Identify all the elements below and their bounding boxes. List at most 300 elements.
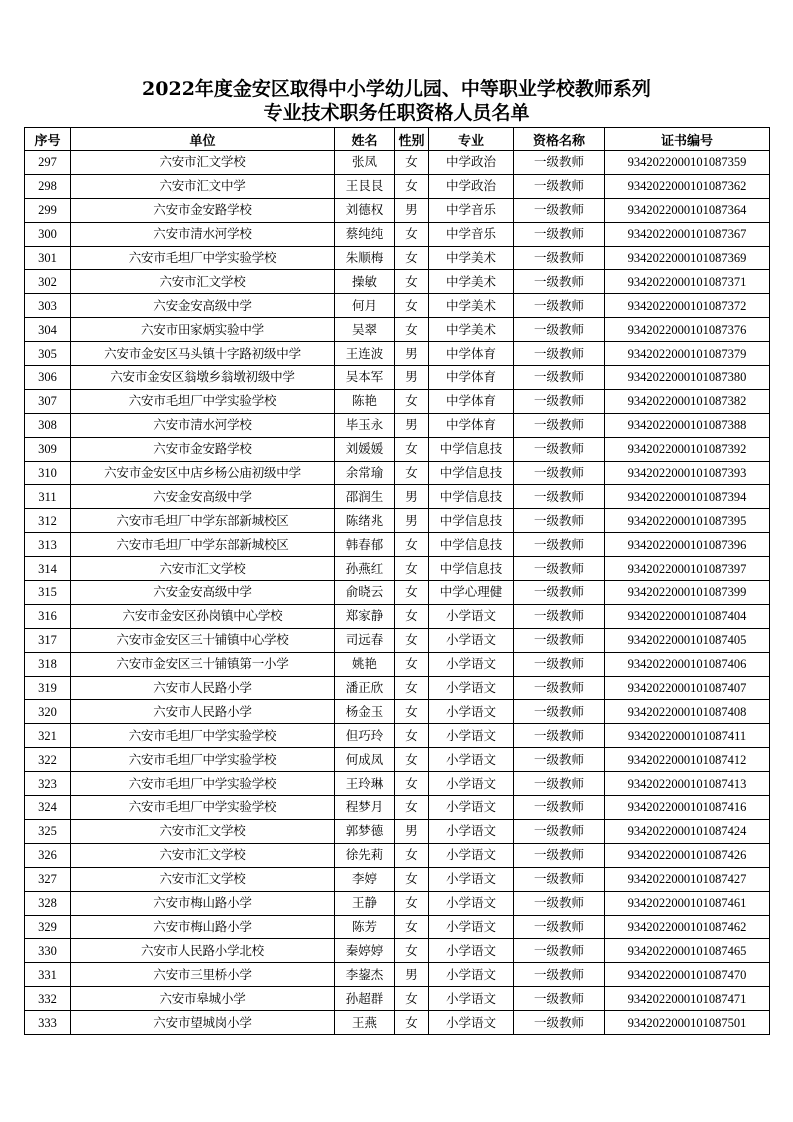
cell-no: 304 [25, 318, 71, 342]
cell-qualification: 一级教师 [514, 198, 605, 222]
cell-unit: 六安市人民路小学 [71, 700, 335, 724]
cell-gender: 女 [395, 389, 429, 413]
cell-certificate: 9342022000101087426 [605, 843, 770, 867]
cell-certificate: 9342022000101087362 [605, 174, 770, 198]
cell-no: 310 [25, 461, 71, 485]
cell-gender: 女 [395, 222, 429, 246]
table-row [25, 1011, 770, 1035]
cell-no: 317 [25, 628, 71, 652]
cell-major: 中学体育 [429, 413, 514, 437]
cell-certificate: 9342022000101087380 [605, 366, 770, 390]
cell-qualification: 一级教师 [514, 557, 605, 581]
cell-gender: 女 [395, 628, 429, 652]
cell-qualification: 一级教师 [514, 963, 605, 987]
cell-major: 中学美术 [429, 270, 514, 294]
cell-qualification: 一级教师 [514, 796, 605, 820]
cell-no: 314 [25, 557, 71, 581]
cell-unit: 六安市汇文中学 [71, 174, 335, 198]
cell-unit: 六安市汇文学校 [71, 843, 335, 867]
cell-unit: 六安金安高级中学 [71, 294, 335, 318]
cell-no: 315 [25, 581, 71, 605]
cell-gender: 女 [395, 270, 429, 294]
cell-certificate: 9342022000101087413 [605, 772, 770, 796]
table-row [25, 724, 770, 748]
table-row [25, 461, 770, 485]
cell-gender: 男 [395, 342, 429, 366]
cell-certificate: 9342022000101087369 [605, 246, 770, 270]
cell-gender: 女 [395, 246, 429, 270]
cell-qualification: 一级教师 [514, 270, 605, 294]
cell-gender: 男 [395, 366, 429, 390]
cell-gender: 女 [395, 700, 429, 724]
table-header-row [25, 128, 770, 151]
cell-no: 322 [25, 748, 71, 772]
table-body [25, 151, 770, 1035]
table-row [25, 366, 770, 390]
cell-qualification: 一级教师 [514, 652, 605, 676]
cell-unit: 六安金安高级中学 [71, 581, 335, 605]
cell-major: 小学语文 [429, 963, 514, 987]
cell-certificate: 9342022000101087396 [605, 533, 770, 557]
cell-unit: 六安金安高级中学 [71, 485, 335, 509]
table-row [25, 963, 770, 987]
cell-certificate: 9342022000101087359 [605, 151, 770, 175]
cell-unit: 六安市毛坦厂中学实验学校 [71, 724, 335, 748]
cell-gender: 女 [395, 652, 429, 676]
cell-no: 302 [25, 270, 71, 294]
cell-name: 吴本军 [335, 366, 395, 390]
cell-major: 小学语文 [429, 628, 514, 652]
cell-qualification: 一级教师 [514, 509, 605, 533]
cell-certificate: 9342022000101087379 [605, 342, 770, 366]
cell-no: 301 [25, 246, 71, 270]
cell-name: 刘德权 [335, 198, 395, 222]
cell-gender: 女 [395, 724, 429, 748]
cell-certificate: 9342022000101087462 [605, 915, 770, 939]
cell-certificate: 9342022000101087405 [605, 628, 770, 652]
cell-major: 中学信息技 [429, 509, 514, 533]
cell-name: 韩春郁 [335, 533, 395, 557]
cell-major: 小学语文 [429, 772, 514, 796]
cell-name: 郭梦德 [335, 819, 395, 843]
cell-name: 秦婷婷 [335, 939, 395, 963]
cell-qualification: 一级教师 [514, 222, 605, 246]
table-row [25, 413, 770, 437]
cell-certificate: 9342022000101087411 [605, 724, 770, 748]
cell-certificate: 9342022000101087376 [605, 318, 770, 342]
cell-certificate: 9342022000101087392 [605, 437, 770, 461]
cell-gender: 女 [395, 533, 429, 557]
cell-major: 小学语文 [429, 867, 514, 891]
cell-name: 张凤 [335, 151, 395, 175]
cell-name: 邵润生 [335, 485, 395, 509]
table-row [25, 604, 770, 628]
cell-qualification: 一级教师 [514, 676, 605, 700]
cell-unit: 六安市汇文学校 [71, 151, 335, 175]
cell-name: 但巧玲 [335, 724, 395, 748]
table-row [25, 174, 770, 198]
cell-qualification: 一级教师 [514, 413, 605, 437]
cell-qualification: 一级教师 [514, 294, 605, 318]
cell-qualification: 一级教师 [514, 915, 605, 939]
cell-major: 小学语文 [429, 604, 514, 628]
cell-name: 李鋆杰 [335, 963, 395, 987]
cell-qualification: 一级教师 [514, 819, 605, 843]
table-row [25, 772, 770, 796]
cell-qualification: 一级教师 [514, 843, 605, 867]
cell-certificate: 9342022000101087407 [605, 676, 770, 700]
cell-unit: 六安市汇文学校 [71, 557, 335, 581]
cell-no: 332 [25, 987, 71, 1011]
cell-gender: 女 [395, 915, 429, 939]
cell-no: 328 [25, 891, 71, 915]
cell-qualification: 一级教师 [514, 987, 605, 1011]
cell-certificate: 9342022000101087372 [605, 294, 770, 318]
cell-no: 305 [25, 342, 71, 366]
cell-unit: 六安市毛坦厂中学实验学校 [71, 246, 335, 270]
cell-gender: 女 [395, 796, 429, 820]
cell-name: 姚艳 [335, 652, 395, 676]
cell-qualification: 一级教师 [514, 628, 605, 652]
cell-unit: 六安市金安区翁墩乡翁墩初级中学 [71, 366, 335, 390]
cell-no: 300 [25, 222, 71, 246]
cell-name: 孙燕红 [335, 557, 395, 581]
cell-unit: 六安市金安路学校 [71, 198, 335, 222]
cell-no: 326 [25, 843, 71, 867]
table-row [25, 318, 770, 342]
cell-no: 297 [25, 151, 71, 175]
cell-unit: 六安市汇文学校 [71, 867, 335, 891]
cell-no: 329 [25, 915, 71, 939]
cell-gender: 女 [395, 151, 429, 175]
cell-gender: 男 [395, 509, 429, 533]
cell-gender: 女 [395, 174, 429, 198]
cell-major: 小学语文 [429, 652, 514, 676]
cell-major: 小学语文 [429, 915, 514, 939]
cell-major: 中学体育 [429, 389, 514, 413]
cell-major: 中学音乐 [429, 198, 514, 222]
cell-name: 陈绪兆 [335, 509, 395, 533]
cell-name: 孙超群 [335, 987, 395, 1011]
cell-no: 324 [25, 796, 71, 820]
cell-unit: 六安市梅山路小学 [71, 915, 335, 939]
cell-unit: 六安市汇文学校 [71, 819, 335, 843]
table-row [25, 581, 770, 605]
cell-qualification: 一级教师 [514, 318, 605, 342]
cell-qualification: 一级教师 [514, 485, 605, 509]
cell-major: 小学语文 [429, 1011, 514, 1035]
cell-unit: 六安市汇文学校 [71, 270, 335, 294]
cell-unit: 六安市毛坦厂中学东部新城校区 [71, 533, 335, 557]
cell-certificate: 9342022000101087501 [605, 1011, 770, 1035]
cell-major: 小学语文 [429, 748, 514, 772]
cell-major: 小学语文 [429, 676, 514, 700]
cell-certificate: 9342022000101087364 [605, 198, 770, 222]
cell-no: 298 [25, 174, 71, 198]
cell-gender: 女 [395, 891, 429, 915]
cell-qualification: 一级教师 [514, 891, 605, 915]
cell-qualification: 一级教师 [514, 461, 605, 485]
cell-no: 318 [25, 652, 71, 676]
cell-gender: 女 [395, 772, 429, 796]
cell-major: 中学信息技 [429, 557, 514, 581]
cell-certificate: 9342022000101087427 [605, 867, 770, 891]
cell-qualification: 一级教师 [514, 437, 605, 461]
table-row [25, 437, 770, 461]
cell-certificate: 9342022000101087404 [605, 604, 770, 628]
cell-qualification: 一级教师 [514, 724, 605, 748]
cell-major: 小学语文 [429, 796, 514, 820]
cell-major: 中学音乐 [429, 222, 514, 246]
cell-unit: 六安市金安区三十铺镇第一小学 [71, 652, 335, 676]
cell-unit: 六安市金安区孙岗镇中心学校 [71, 604, 335, 628]
cell-name: 徐先莉 [335, 843, 395, 867]
cell-gender: 女 [395, 581, 429, 605]
cell-certificate: 9342022000101087471 [605, 987, 770, 1011]
cell-name: 刘媛媛 [335, 437, 395, 461]
cell-gender: 女 [395, 437, 429, 461]
cell-certificate: 9342022000101087424 [605, 819, 770, 843]
cell-unit: 六安市人民路小学北校 [71, 939, 335, 963]
cell-gender: 女 [395, 1011, 429, 1035]
cell-major: 中学美术 [429, 318, 514, 342]
cell-certificate: 9342022000101087395 [605, 509, 770, 533]
cell-name: 李婷 [335, 867, 395, 891]
cell-name: 王连波 [335, 342, 395, 366]
cell-major: 中学政治 [429, 151, 514, 175]
cell-qualification: 一级教师 [514, 748, 605, 772]
table-row [25, 342, 770, 366]
cell-certificate: 9342022000101087394 [605, 485, 770, 509]
column-header-certificate: 证书编号 [605, 128, 770, 151]
cell-no: 307 [25, 389, 71, 413]
column-header-qualification: 资格名称 [514, 128, 605, 151]
cell-no: 316 [25, 604, 71, 628]
cell-no: 321 [25, 724, 71, 748]
cell-no: 331 [25, 963, 71, 987]
table-row [25, 748, 770, 772]
cell-no: 323 [25, 772, 71, 796]
cell-certificate: 9342022000101087416 [605, 796, 770, 820]
cell-name: 陈艳 [335, 389, 395, 413]
cell-no: 333 [25, 1011, 71, 1035]
cell-major: 中学信息技 [429, 461, 514, 485]
cell-qualification: 一级教师 [514, 342, 605, 366]
table-row [25, 700, 770, 724]
table-row [25, 533, 770, 557]
cell-gender: 女 [395, 294, 429, 318]
cell-name: 杨金玉 [335, 700, 395, 724]
table-row [25, 843, 770, 867]
cell-unit: 六安市田家炳实验中学 [71, 318, 335, 342]
cell-gender: 女 [395, 987, 429, 1011]
cell-name: 程梦月 [335, 796, 395, 820]
cell-gender: 男 [395, 819, 429, 843]
cell-name: 王静 [335, 891, 395, 915]
table-row [25, 270, 770, 294]
cell-major: 小学语文 [429, 724, 514, 748]
table-row [25, 891, 770, 915]
cell-gender: 男 [395, 198, 429, 222]
column-header-name: 姓名 [335, 128, 395, 151]
table-row [25, 485, 770, 509]
column-header-gender: 性别 [395, 128, 429, 151]
cell-name: 王燕 [335, 1011, 395, 1035]
column-header-major: 专业 [429, 128, 514, 151]
cell-major: 中学美术 [429, 246, 514, 270]
cell-certificate: 9342022000101087465 [605, 939, 770, 963]
table-row [25, 676, 770, 700]
table-row [25, 294, 770, 318]
cell-no: 309 [25, 437, 71, 461]
cell-major: 中学政治 [429, 174, 514, 198]
cell-certificate: 9342022000101087382 [605, 389, 770, 413]
cell-name: 蔡纯纯 [335, 222, 395, 246]
cell-name: 陈芳 [335, 915, 395, 939]
cell-no: 319 [25, 676, 71, 700]
cell-qualification: 一级教师 [514, 174, 605, 198]
cell-no: 303 [25, 294, 71, 318]
cell-no: 306 [25, 366, 71, 390]
table-row [25, 198, 770, 222]
cell-gender: 女 [395, 461, 429, 485]
cell-qualification: 一级教师 [514, 700, 605, 724]
document-title-line-2: 专业技术职务任职资格人员名单 [263, 102, 530, 124]
cell-name: 吴翠 [335, 318, 395, 342]
cell-gender: 女 [395, 843, 429, 867]
cell-certificate: 9342022000101087406 [605, 652, 770, 676]
cell-no: 308 [25, 413, 71, 437]
cell-major: 小学语文 [429, 987, 514, 1011]
cell-no: 311 [25, 485, 71, 509]
cell-no: 313 [25, 533, 71, 557]
cell-unit: 六安市皋城小学 [71, 987, 335, 1011]
cell-gender: 女 [395, 939, 429, 963]
cell-unit: 六安市金安路学校 [71, 437, 335, 461]
cell-major: 小学语文 [429, 843, 514, 867]
cell-qualification: 一级教师 [514, 604, 605, 628]
table-row [25, 246, 770, 270]
cell-gender: 女 [395, 676, 429, 700]
table-row [25, 915, 770, 939]
cell-qualification: 一级教师 [514, 151, 605, 175]
table-row [25, 222, 770, 246]
cell-major: 中学信息技 [429, 437, 514, 461]
cell-unit: 六安市金安区中店乡杨公庙初级中学 [71, 461, 335, 485]
table-row [25, 151, 770, 175]
cell-gender: 男 [395, 413, 429, 437]
cell-major: 中学体育 [429, 366, 514, 390]
cell-unit: 六安市人民路小学 [71, 676, 335, 700]
cell-major: 小学语文 [429, 819, 514, 843]
cell-no: 325 [25, 819, 71, 843]
roster-table [24, 127, 770, 1035]
cell-name: 朱顺梅 [335, 246, 395, 270]
cell-major: 中学体育 [429, 342, 514, 366]
table-row [25, 389, 770, 413]
cell-unit: 六安市毛坦厂中学实验学校 [71, 389, 335, 413]
cell-gender: 男 [395, 963, 429, 987]
table-row [25, 557, 770, 581]
table-row [25, 796, 770, 820]
cell-qualification: 一级教师 [514, 533, 605, 557]
cell-gender: 女 [395, 604, 429, 628]
table-row [25, 509, 770, 533]
cell-unit: 六安市望城岗小学 [71, 1011, 335, 1035]
cell-certificate: 9342022000101087412 [605, 748, 770, 772]
table-row [25, 867, 770, 891]
cell-certificate: 9342022000101087399 [605, 581, 770, 605]
cell-qualification: 一级教师 [514, 366, 605, 390]
cell-unit: 六安市梅山路小学 [71, 891, 335, 915]
cell-major: 中学信息技 [429, 533, 514, 557]
cell-certificate: 9342022000101087397 [605, 557, 770, 581]
cell-qualification: 一级教师 [514, 772, 605, 796]
table-row [25, 939, 770, 963]
table-row [25, 987, 770, 1011]
cell-major: 小学语文 [429, 891, 514, 915]
cell-name: 操敏 [335, 270, 395, 294]
column-header-unit: 单位 [71, 128, 335, 151]
table-row [25, 652, 770, 676]
cell-major: 小学语文 [429, 939, 514, 963]
cell-name: 余常瑜 [335, 461, 395, 485]
table-row [25, 628, 770, 652]
cell-unit: 六安市清水河学校 [71, 413, 335, 437]
cell-certificate: 9342022000101087367 [605, 222, 770, 246]
cell-unit: 六安市金安区马头镇十字路初级中学 [71, 342, 335, 366]
cell-unit: 六安市毛坦厂中学实验学校 [71, 796, 335, 820]
cell-qualification: 一级教师 [514, 867, 605, 891]
cell-unit: 六安市毛坦厂中学东部新城校区 [71, 509, 335, 533]
cell-certificate: 9342022000101087393 [605, 461, 770, 485]
cell-unit: 六安市清水河学校 [71, 222, 335, 246]
cell-major: 中学美术 [429, 294, 514, 318]
cell-no: 327 [25, 867, 71, 891]
cell-gender: 男 [395, 485, 429, 509]
cell-no: 312 [25, 509, 71, 533]
cell-name: 郑家静 [335, 604, 395, 628]
cell-major: 中学心理健 [429, 581, 514, 605]
cell-certificate: 9342022000101087371 [605, 270, 770, 294]
cell-name: 王艮艮 [335, 174, 395, 198]
cell-name: 王玲琳 [335, 772, 395, 796]
cell-unit: 六安市三里桥小学 [71, 963, 335, 987]
cell-certificate: 9342022000101087470 [605, 963, 770, 987]
cell-unit: 六安市毛坦厂中学实验学校 [71, 748, 335, 772]
cell-no: 320 [25, 700, 71, 724]
cell-gender: 女 [395, 318, 429, 342]
cell-major: 小学语文 [429, 700, 514, 724]
cell-name: 何月 [335, 294, 395, 318]
cell-no: 330 [25, 939, 71, 963]
column-header-no: 序号 [25, 128, 71, 151]
cell-qualification: 一级教师 [514, 246, 605, 270]
cell-gender: 女 [395, 557, 429, 581]
document-title-line-1: 2022年度金安区取得中小学幼儿园、中等职业学校教师系列 [142, 78, 651, 100]
cell-gender: 女 [395, 748, 429, 772]
cell-unit: 六安市毛坦厂中学实验学校 [71, 772, 335, 796]
cell-name: 潘正欣 [335, 676, 395, 700]
cell-major: 中学信息技 [429, 485, 514, 509]
cell-name: 司远春 [335, 628, 395, 652]
cell-qualification: 一级教师 [514, 939, 605, 963]
table-row [25, 819, 770, 843]
cell-qualification: 一级教师 [514, 581, 605, 605]
cell-qualification: 一级教师 [514, 389, 605, 413]
cell-name: 毕玉永 [335, 413, 395, 437]
cell-unit: 六安市金安区三十铺镇中心学校 [71, 628, 335, 652]
